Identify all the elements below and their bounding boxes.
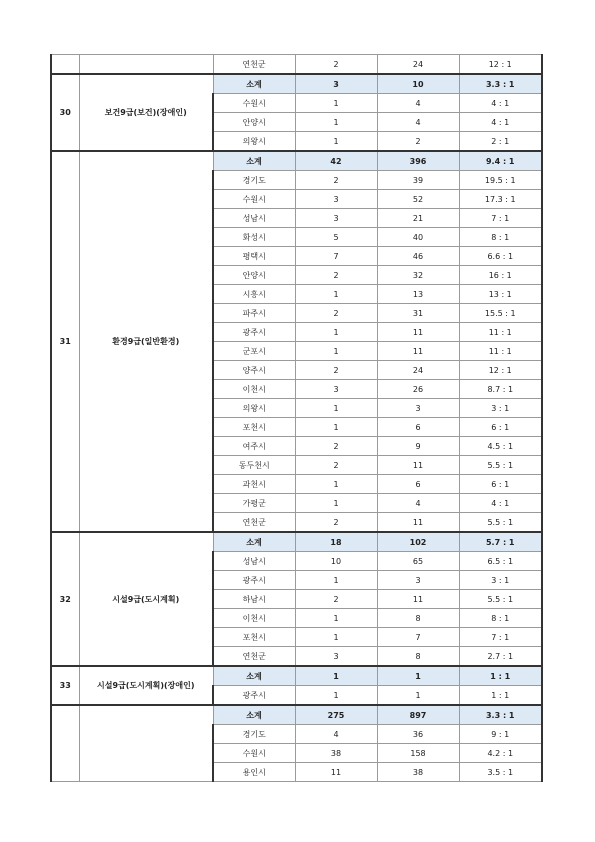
- recruit-count-cell: 7: [295, 247, 377, 266]
- recruit-count-cell: 4: [295, 725, 377, 744]
- recruit-count-cell: 3: [295, 647, 377, 667]
- region-cell: 성남시: [213, 552, 295, 571]
- competition-ratio-cell: 4 : 1: [459, 94, 542, 113]
- region-cell: 광주시: [213, 686, 295, 706]
- competition-ratio-cell: 15.5 : 1: [459, 304, 542, 323]
- applicant-count-cell: 4: [377, 113, 459, 132]
- subtotal-row: [51, 705, 542, 725]
- competition-ratio-cell: 6.6 : 1: [459, 247, 542, 266]
- competition-rate-table: [50, 54, 543, 782]
- recruit-count-cell: 1: [295, 418, 377, 437]
- applicant-count-cell: 11: [377, 323, 459, 342]
- recruit-count-cell: 2: [295, 437, 377, 456]
- competition-ratio-cell: 16 : 1: [459, 266, 542, 285]
- competition-ratio-cell: 7 : 1: [459, 209, 542, 228]
- recruit-count-cell: 18: [295, 532, 377, 552]
- competition-ratio-cell: 1 : 1: [459, 686, 542, 706]
- recruit-count-cell: 10: [295, 552, 377, 571]
- recruit-count-cell: 2: [295, 456, 377, 475]
- applicant-count-cell: 4: [377, 494, 459, 513]
- applicant-count-cell: 2: [377, 132, 459, 152]
- group-title: [79, 55, 213, 75]
- competition-ratio-cell: 4.5 : 1: [459, 437, 542, 456]
- recruit-count-cell: 1: [295, 609, 377, 628]
- applicant-count-cell: 40: [377, 228, 459, 247]
- recruit-count-cell: 3: [295, 209, 377, 228]
- recruit-count-cell: 1: [295, 666, 377, 686]
- region-cell: 수원시: [213, 190, 295, 209]
- competition-ratio-cell: 5.5 : 1: [459, 513, 542, 533]
- region-cell: 수원시: [213, 744, 295, 763]
- region-cell: 의왕시: [213, 399, 295, 418]
- competition-ratio-cell: 3.3 : 1: [459, 74, 542, 94]
- recruit-count-cell: 2: [295, 55, 377, 75]
- competition-ratio-cell: 3.5 : 1: [459, 763, 542, 782]
- recruit-count-cell: 1: [295, 571, 377, 590]
- competition-ratio-cell: 12 : 1: [459, 55, 542, 75]
- group-title: [79, 705, 213, 782]
- applicant-count-cell: 897: [377, 705, 459, 725]
- document-page: [50, 54, 543, 782]
- recruit-count-cell: 1: [295, 342, 377, 361]
- applicant-count-cell: 1: [377, 666, 459, 686]
- recruit-count-cell: 2: [295, 304, 377, 323]
- competition-ratio-cell: 6 : 1: [459, 418, 542, 437]
- subtotal-row: [51, 74, 542, 94]
- recruit-count-cell: 38: [295, 744, 377, 763]
- table-row: [51, 55, 542, 75]
- recruit-count-cell: 1: [295, 94, 377, 113]
- applicant-count-cell: 6: [377, 418, 459, 437]
- applicant-count-cell: 396: [377, 151, 459, 171]
- applicant-count-cell: 3: [377, 571, 459, 590]
- competition-ratio-cell: 2 : 1: [459, 132, 542, 152]
- region-cell: 포천시: [213, 628, 295, 647]
- applicant-count-cell: 1: [377, 686, 459, 706]
- competition-ratio-cell: 13 : 1: [459, 285, 542, 304]
- competition-ratio-cell: 1 : 1: [459, 666, 542, 686]
- competition-ratio-cell: 11 : 1: [459, 323, 542, 342]
- group-title: 시설9급(도시계획): [79, 532, 213, 666]
- group-number: [51, 705, 79, 782]
- competition-ratio-cell: 7 : 1: [459, 628, 542, 647]
- recruit-count-cell: 1: [295, 399, 377, 418]
- region-cell: 광주시: [213, 323, 295, 342]
- region-cell: 안양시: [213, 266, 295, 285]
- applicant-count-cell: 11: [377, 342, 459, 361]
- region-cell: 파주시: [213, 304, 295, 323]
- applicant-count-cell: 65: [377, 552, 459, 571]
- competition-ratio-cell: 3 : 1: [459, 571, 542, 590]
- region-cell: 경기도: [213, 725, 295, 744]
- region-cell: 화성시: [213, 228, 295, 247]
- competition-ratio-cell: 4 : 1: [459, 494, 542, 513]
- region-cell: 이천시: [213, 609, 295, 628]
- region-cell: 수원시: [213, 94, 295, 113]
- region-cell: 용인시: [213, 763, 295, 782]
- recruit-count-cell: 11: [295, 763, 377, 782]
- applicant-count-cell: 4: [377, 94, 459, 113]
- table-body: [51, 55, 542, 782]
- recruit-count-cell: 1: [295, 132, 377, 152]
- applicant-count-cell: 13: [377, 285, 459, 304]
- recruit-count-cell: 1: [295, 686, 377, 706]
- region-cell: 연천군: [213, 513, 295, 533]
- applicant-count-cell: 52: [377, 190, 459, 209]
- competition-ratio-cell: 3 : 1: [459, 399, 542, 418]
- region-cell: 평택시: [213, 247, 295, 266]
- recruit-count-cell: 3: [295, 74, 377, 94]
- competition-ratio-cell: 8 : 1: [459, 609, 542, 628]
- group-title: 보건9급(보건)(장애인): [79, 74, 213, 151]
- competition-ratio-cell: 12 : 1: [459, 361, 542, 380]
- region-cell: 의왕시: [213, 132, 295, 152]
- region-cell: 양주시: [213, 361, 295, 380]
- region-cell: 소계: [213, 151, 295, 171]
- recruit-count-cell: 2: [295, 513, 377, 533]
- recruit-count-cell: 1: [295, 494, 377, 513]
- competition-ratio-cell: 5.7 : 1: [459, 532, 542, 552]
- competition-ratio-cell: 9.4 : 1: [459, 151, 542, 171]
- region-cell: 동두천시: [213, 456, 295, 475]
- applicant-count-cell: 31: [377, 304, 459, 323]
- recruit-count-cell: 1: [295, 323, 377, 342]
- competition-ratio-cell: 8 : 1: [459, 228, 542, 247]
- applicant-count-cell: 11: [377, 513, 459, 533]
- applicant-count-cell: 46: [377, 247, 459, 266]
- applicant-count-cell: 7: [377, 628, 459, 647]
- competition-ratio-cell: 4 : 1: [459, 113, 542, 132]
- applicant-count-cell: 6: [377, 475, 459, 494]
- competition-ratio-cell: 2.7 : 1: [459, 647, 542, 667]
- region-cell: 소계: [213, 705, 295, 725]
- applicant-count-cell: 11: [377, 590, 459, 609]
- competition-ratio-cell: 8.7 : 1: [459, 380, 542, 399]
- recruit-count-cell: 5: [295, 228, 377, 247]
- applicant-count-cell: 8: [377, 609, 459, 628]
- competition-ratio-cell: 9 : 1: [459, 725, 542, 744]
- group-title: 시설9급(도시계획)(장애인): [79, 666, 213, 705]
- region-cell: 광주시: [213, 571, 295, 590]
- applicant-count-cell: 11: [377, 456, 459, 475]
- region-cell: 안양시: [213, 113, 295, 132]
- recruit-count-cell: 2: [295, 266, 377, 285]
- applicant-count-cell: 10: [377, 74, 459, 94]
- region-cell: 소계: [213, 666, 295, 686]
- competition-ratio-cell: 5.5 : 1: [459, 590, 542, 609]
- group-number: 31: [51, 151, 79, 532]
- applicant-count-cell: 38: [377, 763, 459, 782]
- applicant-count-cell: 158: [377, 744, 459, 763]
- competition-ratio-cell: 4.2 : 1: [459, 744, 542, 763]
- region-cell: 가평군: [213, 494, 295, 513]
- recruit-count-cell: 2: [295, 590, 377, 609]
- applicant-count-cell: 26: [377, 380, 459, 399]
- subtotal-row: [51, 532, 542, 552]
- region-cell: 시흥시: [213, 285, 295, 304]
- region-cell: 소계: [213, 532, 295, 552]
- region-cell: 하남시: [213, 590, 295, 609]
- group-number: 30: [51, 74, 79, 151]
- recruit-count-cell: 1: [295, 628, 377, 647]
- region-cell: 연천군: [213, 55, 295, 75]
- region-cell: 군포시: [213, 342, 295, 361]
- recruit-count-cell: 275: [295, 705, 377, 725]
- applicant-count-cell: 8: [377, 647, 459, 667]
- group-title: 환경9급(일반환경): [79, 151, 213, 532]
- applicant-count-cell: 9: [377, 437, 459, 456]
- recruit-count-cell: 3: [295, 380, 377, 399]
- recruit-count-cell: 1: [295, 475, 377, 494]
- recruit-count-cell: 1: [295, 285, 377, 304]
- region-cell: 소계: [213, 74, 295, 94]
- competition-ratio-cell: 3.3 : 1: [459, 705, 542, 725]
- applicant-count-cell: 39: [377, 171, 459, 190]
- applicant-count-cell: 24: [377, 55, 459, 75]
- applicant-count-cell: 3: [377, 399, 459, 418]
- competition-ratio-cell: 19.5 : 1: [459, 171, 542, 190]
- group-number: 32: [51, 532, 79, 666]
- recruit-count-cell: 42: [295, 151, 377, 171]
- region-cell: 포천시: [213, 418, 295, 437]
- competition-ratio-cell: 17.3 : 1: [459, 190, 542, 209]
- region-cell: 연천군: [213, 647, 295, 667]
- region-cell: 이천시: [213, 380, 295, 399]
- region-cell: 과천시: [213, 475, 295, 494]
- competition-ratio-cell: 11 : 1: [459, 342, 542, 361]
- region-cell: 경기도: [213, 171, 295, 190]
- group-number: [51, 55, 79, 75]
- applicant-count-cell: 102: [377, 532, 459, 552]
- applicant-count-cell: 32: [377, 266, 459, 285]
- group-number: 33: [51, 666, 79, 705]
- recruit-count-cell: 3: [295, 190, 377, 209]
- recruit-count-cell: 1: [295, 113, 377, 132]
- applicant-count-cell: 36: [377, 725, 459, 744]
- subtotal-row: [51, 151, 542, 171]
- recruit-count-cell: 2: [295, 361, 377, 380]
- region-cell: 성남시: [213, 209, 295, 228]
- competition-ratio-cell: 6.5 : 1: [459, 552, 542, 571]
- competition-ratio-cell: 5.5 : 1: [459, 456, 542, 475]
- region-cell: 여주시: [213, 437, 295, 456]
- applicant-count-cell: 21: [377, 209, 459, 228]
- subtotal-row: [51, 666, 542, 686]
- recruit-count-cell: 2: [295, 171, 377, 190]
- competition-ratio-cell: 6 : 1: [459, 475, 542, 494]
- applicant-count-cell: 24: [377, 361, 459, 380]
